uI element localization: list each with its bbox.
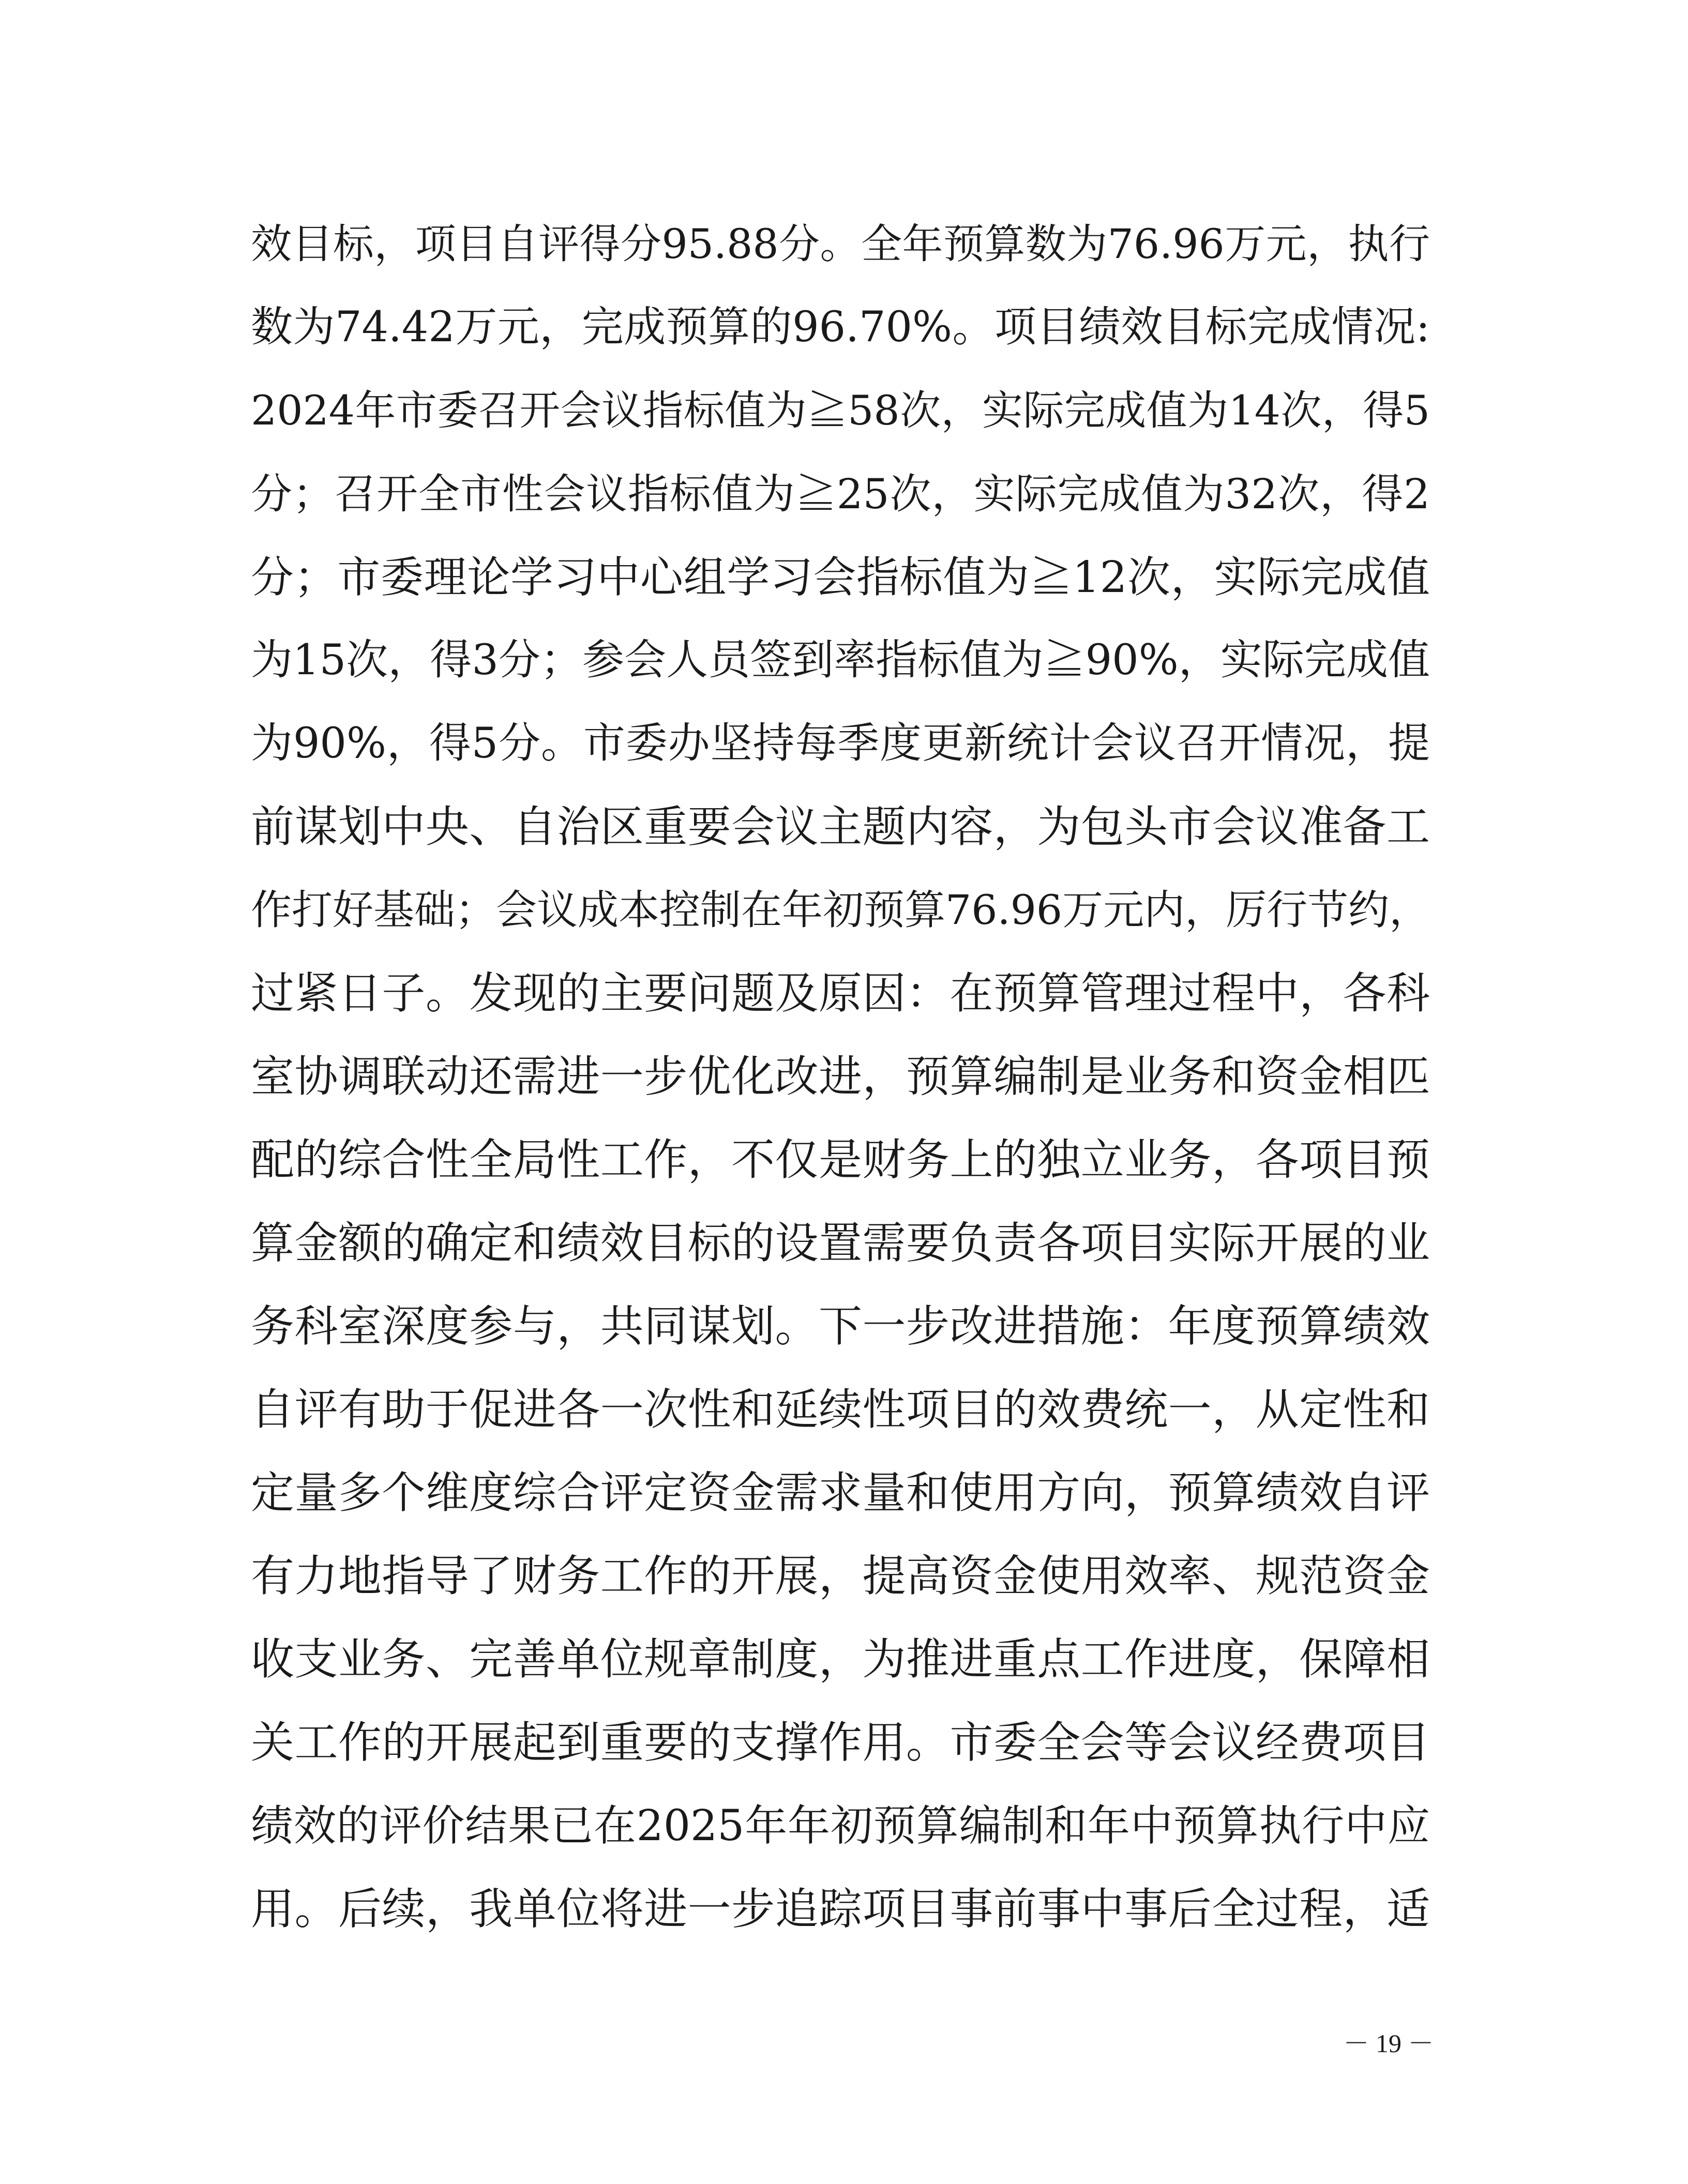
text-line: 务科室深度参与，共同谋划。下一步改进措施：年度预算绩效 <box>251 1301 1430 1352</box>
text-line: 定量多个维度综合评定资金需求量和使用方向，预算绩效自评 <box>251 1467 1430 1518</box>
page-number: － 19 － <box>1343 2029 1434 2058</box>
text-line: 自评有助于促进各一次性和延续性项目的效费统一，从定性和 <box>251 1384 1430 1435</box>
text-line: 配的综合性全局性工作，不仅是财务上的独立业务，各项目预 <box>251 1134 1430 1185</box>
text-line: 2024年市委召开会议指标值为≧58次，实际完成值为14次，得5 <box>251 387 1430 434</box>
text-line: 为90%，得5分。市委办坚持每季度更新统计会议召开情况，提 <box>251 719 1430 768</box>
text-line: 过紧日子。发现的主要问题及原因：在预算管理过程中，各科 <box>251 968 1430 1019</box>
text-line: 收支业务、完善单位规章制度，为推进重点工作进度，保障相 <box>251 1634 1430 1685</box>
text-line: 效目标，项目自评得分95.88分。全年预算数为76.96万元，执行 <box>251 220 1430 268</box>
text-line: 作打好基础；会议成本控制在年初预算76.96万元内，厉行节约， <box>251 886 1430 934</box>
text-line: 用。后续，我单位将进一步追踪项目事前事中事后全过程，适 <box>251 1884 1430 1934</box>
text-line: 为15次，得3分；参会人员签到率指标值为≧90%，实际完成值 <box>251 636 1430 685</box>
text-line: 有力地指导了财务工作的开展，提高资金使用效率、规范资金 <box>251 1551 1430 1601</box>
text-line: 绩效的评价结果已在2025年年初预算编制和年中预算执行中应 <box>251 1801 1430 1851</box>
text-line: 前谋划中央、自治区重要会议主题内容，为包头市会议准备工 <box>251 801 1430 852</box>
text-line: 分；市委理论学习中心组学习会指标值为≧12次，实际完成值 <box>251 552 1430 602</box>
text-line: 室协调联动还需进一步优化改进，预算编制是业务和资金相匹 <box>251 1051 1430 1102</box>
text-line: 算金额的确定和绩效目标的设置需要负责各项目实际开展的业 <box>251 1218 1430 1268</box>
text-line: 分；召开全市性会议指标值为≧25次，实际完成值为32次，得2 <box>251 470 1430 518</box>
body-paragraph <box>251 203 1430 1951</box>
text-line: 数为74.42万元，完成预算的96.70%。项目绩效目标完成情况: <box>251 303 1430 352</box>
text-line: 关工作的开展起到重要的支撑作用。市委全会等会议经费项目 <box>251 1717 1430 1768</box>
